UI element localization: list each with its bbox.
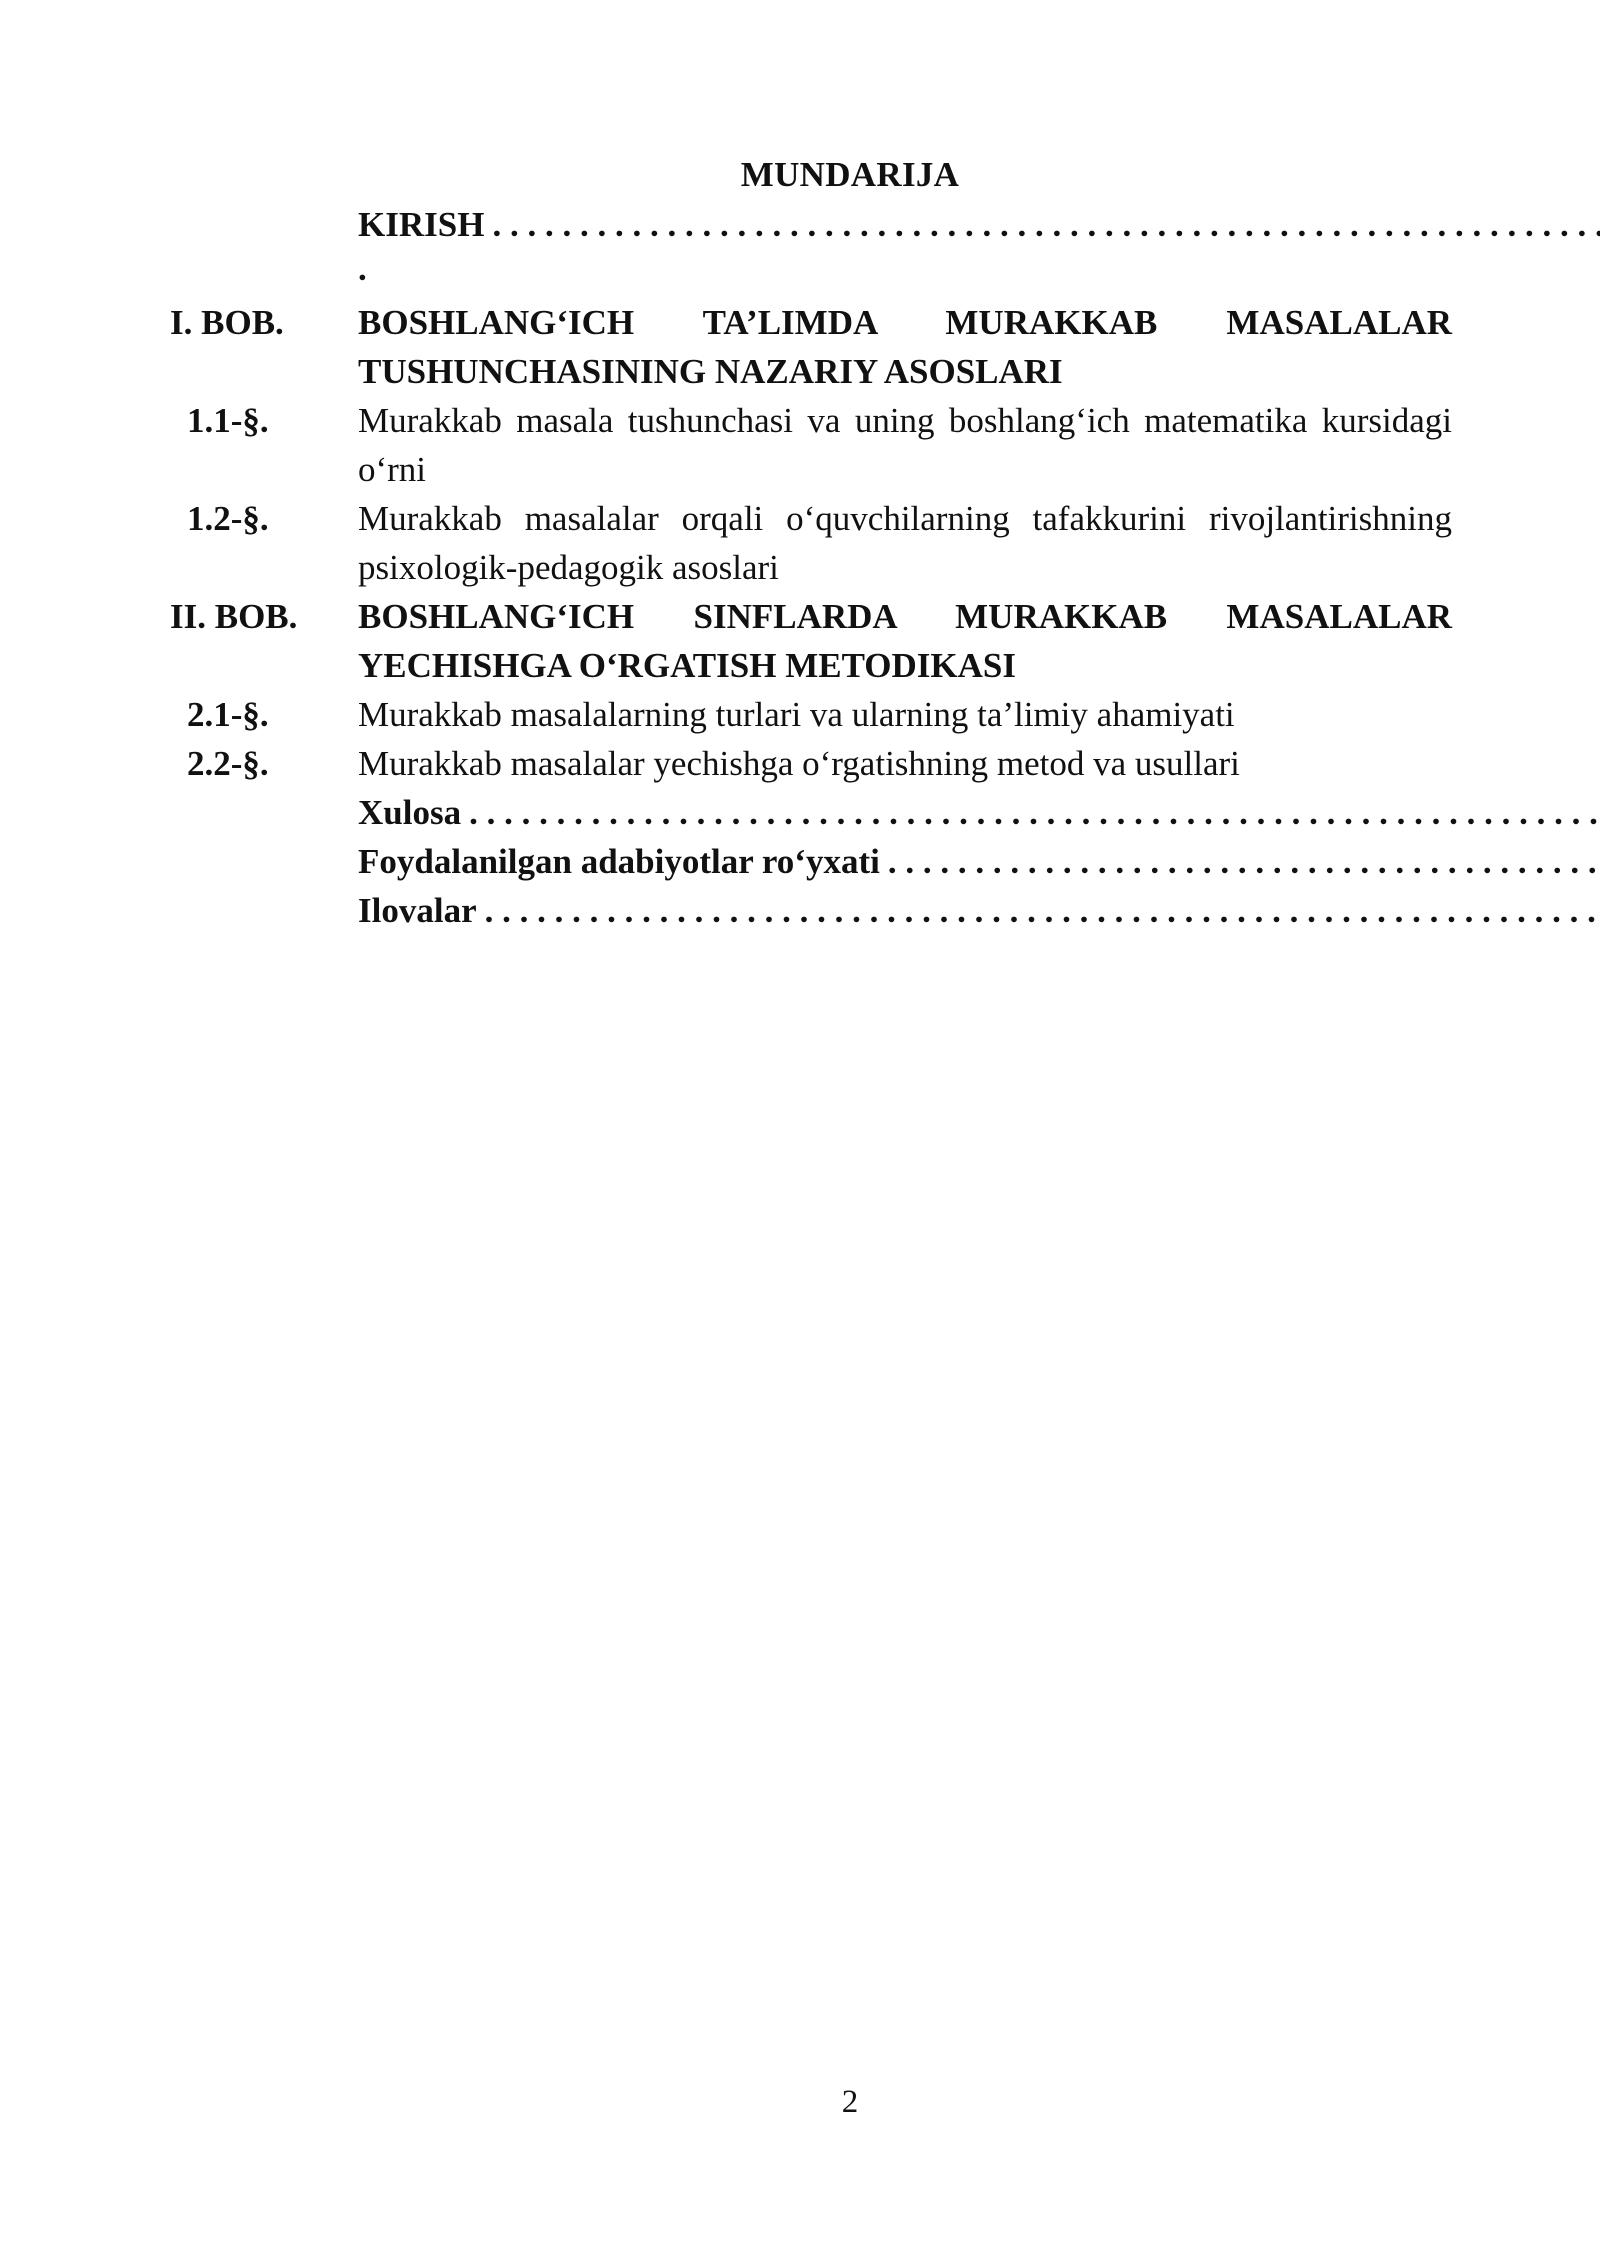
trailing-dot: . <box>358 249 367 288</box>
section-title: Murakkab masalalarning turlari va ularning ta’limiy ahamiyati <box>358 695 1235 734</box>
chapter-number: II. BOB. <box>170 597 298 636</box>
chapter-number: I. BOB. <box>170 303 284 342</box>
table-of-contents <box>170 200 1452 935</box>
chapter-title: BOSHLANG‘ICH SINFLARDA MURAKKAB MASALALAR YECHISHGA O‘RGATISH METODIKASI <box>358 597 1452 685</box>
toc-title: MUNDARIJA <box>740 155 960 194</box>
toc-entry-label: Ilovalar <box>358 891 477 930</box>
dot-leader <box>484 200 1600 249</box>
dot-leader <box>880 837 1600 886</box>
toc-entry-references <box>170 837 1452 886</box>
section-number: 2.2-§. <box>187 744 269 783</box>
toc-entry-kirish <box>170 200 1452 298</box>
toc-entry-appendix <box>170 886 1452 935</box>
toc-chapter-2 <box>170 592 1452 690</box>
section-title: Murakkab masalalar orqali o‘quvchilarning tafakkurini rivojlantirishning psixologik-pedagogik asoslari <box>358 499 1452 587</box>
section-title: Murakkab masalalar yechishga o‘rgatishning metod va usullari <box>358 744 1240 783</box>
section-number: 1.2-§. <box>187 499 269 538</box>
toc-section-1-2 <box>170 494 1452 592</box>
toc-section-1-1 <box>170 396 1452 494</box>
toc-section-2-2 <box>170 739 1452 788</box>
section-number: 2.1-§. <box>187 695 269 734</box>
section-number: 1.1-§. <box>187 401 269 440</box>
toc-entry-xulosa <box>170 788 1452 837</box>
toc-entry-label: Foydalanilgan adabiyotlar ro‘yxati <box>358 842 880 881</box>
toc-chapter-1 <box>170 298 1452 396</box>
toc-entry-label: Xulosa <box>358 793 462 832</box>
dot-leader <box>477 886 1600 935</box>
chapter-title: BOSHLANG‘ICH TA’LIMDA MURAKKAB MASALALAR TUSHUNCHASINING NAZARIY ASOSLARI <box>358 303 1452 391</box>
toc-entry-label: KIRISH <box>358 205 485 244</box>
dot-leader <box>461 788 1600 837</box>
page-number: 2 <box>841 2084 859 2120</box>
section-title: Murakkab masala tushunchasi va uning boshlang‘ich matematika kursidagi o‘rni <box>358 401 1452 489</box>
toc-section-2-1 <box>170 690 1452 739</box>
